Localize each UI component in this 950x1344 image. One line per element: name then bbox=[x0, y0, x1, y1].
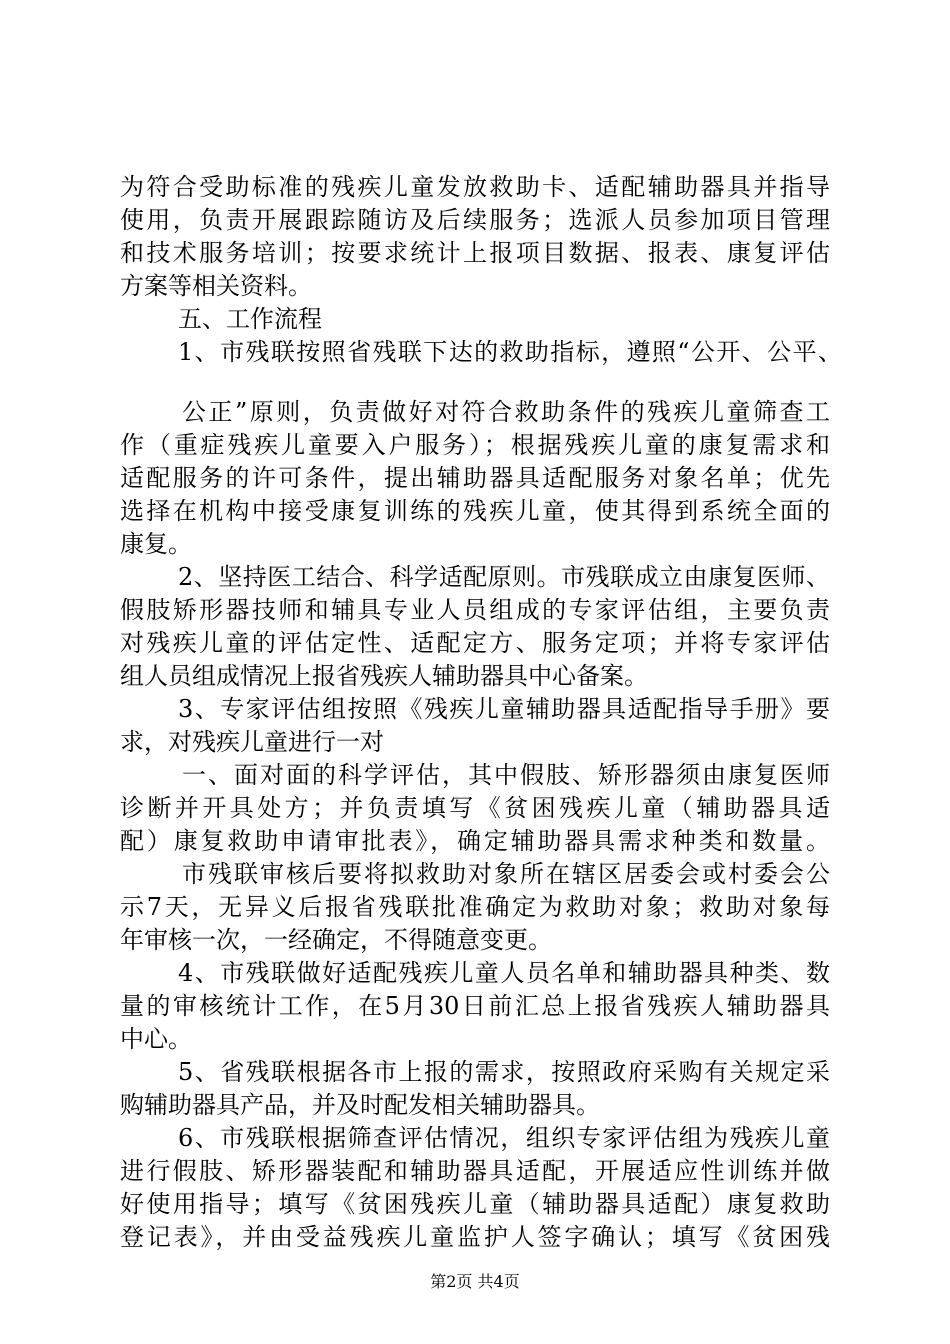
text-line: 方案等相关资料。 bbox=[120, 272, 312, 300]
text-line: 量的审核统计工作，在5月30日前汇总上报省残疾人辅助器具 bbox=[120, 992, 830, 1020]
text-line: 6、市残联根据筛查评估情况，组织专家评估组为残疾儿童 bbox=[178, 1124, 830, 1152]
text-line: 4、市残联做好适配残疾儿童人员名单和辅助器具种类、数 bbox=[178, 959, 830, 987]
text-line: 进行假肢、矫形器装配和辅助器具适配，开展适应性训练并做 bbox=[120, 1157, 830, 1185]
text-line: 求，对残疾儿童进行一对 bbox=[120, 728, 384, 756]
text-line: 购辅助器具产品，并及时配发相关辅助器具。 bbox=[120, 1091, 600, 1119]
text-line: 组人员组成情况上报省残疾人辅助器具中心备案。 bbox=[120, 662, 648, 690]
text-line: 诊断并开具处方；并负责填写《贫困残疾儿童（辅助器具适 bbox=[120, 794, 830, 822]
text-line: 公正”原则，负责做好对符合救助条件的残疾儿童筛查工 bbox=[182, 398, 830, 426]
text-line: 选择在机构中接受康复训练的残疾儿童，使其得到系统全面的 bbox=[120, 497, 830, 525]
text-line: 一、面对面的科学评估，其中假肢、矫形器须由康复医师 bbox=[182, 761, 830, 789]
text-line: 中心。 bbox=[120, 1025, 192, 1053]
text-line: 1、市残联按照省残联下达的救助指标，遵照“公开、公平、 bbox=[178, 338, 842, 366]
text-line: 使用，负责开展跟踪随访及后续服务；选派人员参加项目管理 bbox=[120, 206, 830, 234]
text-line: 和技术服务培训；按要求统计上报项目数据、报表、康复评估 bbox=[120, 239, 830, 267]
text-line: 假肢矫形器技师和辅具专业人员组成的专家评估组，主要负责 bbox=[120, 596, 830, 624]
text-line: 好使用指导；填写《贫困残疾儿童（辅助器具适配）康复救助 bbox=[120, 1190, 830, 1218]
text-line: 作（重症残疾儿童要入户服务）；根据残疾儿童的康复需求和 bbox=[120, 431, 830, 459]
text-line: 为符合受助标准的残疾儿童发放救助卡、适配辅助器具并指导 bbox=[120, 173, 830, 201]
text-line: 示7天，无异义后报省残联批准确定为救助对象；救助对象每 bbox=[120, 893, 830, 921]
text-line: 市残联审核后要将拟救助对象所在辖区居委会或村委会公 bbox=[182, 860, 830, 888]
text-line: 5、省残联根据各市上报的需求，按照政府采购有关规定采 bbox=[178, 1058, 830, 1086]
text-line: 年审核一次，一经确定，不得随意变更。 bbox=[120, 926, 552, 954]
text-line: 对残疾儿童的评估定性、适配定方、服务定项；并将专家评估 bbox=[120, 629, 830, 657]
page-number-footer: 第2页 共4页 bbox=[430, 1272, 520, 1291]
text-line: 康复。 bbox=[120, 530, 192, 558]
text-line: 2、坚持医工结合、科学适配原则。市残联成立由康复医师、 bbox=[178, 563, 830, 591]
text-line: 登记表》，并由受益残疾儿童监护人签字确认；填写《贫困残 bbox=[120, 1223, 830, 1251]
text-line: 3、专家评估组按照《残疾儿童辅助器具适配指导手册》要 bbox=[178, 695, 830, 723]
section-heading: 五、工作流程 bbox=[178, 305, 322, 333]
text-line: 适配服务的许可条件，提出辅助器具适配服务对象名单；优先 bbox=[120, 464, 830, 492]
text-line: 配）康复救助申请审批表》，确定辅助器具需求种类和数量。 bbox=[120, 827, 830, 855]
